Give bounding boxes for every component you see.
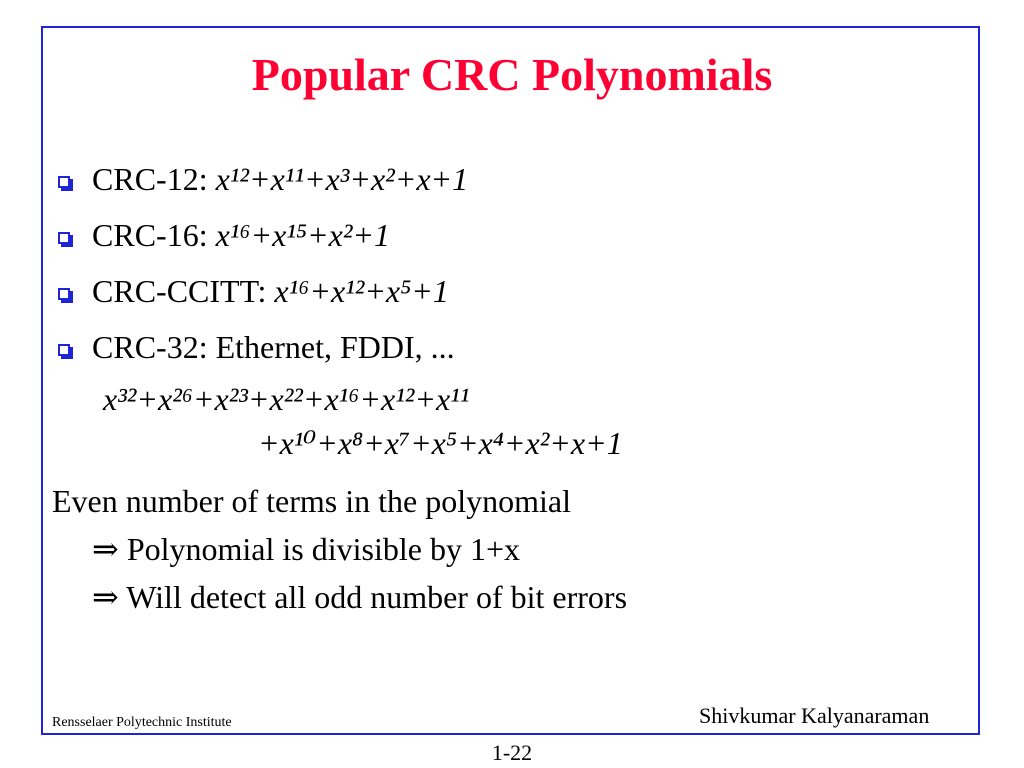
- polynomial: x¹²+x¹¹+x³+x²+x+1: [215, 161, 469, 197]
- crc32-polynomial-line1: x³²+x²⁶+x²³+x²²+x¹⁶+x¹²+x¹¹: [103, 381, 470, 417]
- bullet-square-icon: [58, 288, 70, 300]
- polynomial: x¹⁶+x¹²+x⁵+1: [274, 273, 449, 309]
- bullet-crc12: [92, 163, 468, 195]
- bullet-label: CRC-12:: [92, 161, 216, 197]
- bullet-crc32: [92, 331, 455, 363]
- note-heading: Even number of terms in the polynomial: [52, 483, 571, 519]
- bullet-crc16: [92, 219, 390, 251]
- bullet-label: CRC-CCITT:: [92, 273, 275, 309]
- bullet-crc-ccitt: [92, 275, 449, 307]
- slide-title: Popular CRC Polynomials: [251, 49, 773, 100]
- page-number: 1-22: [491, 740, 533, 765]
- footer-institute: Rensselaer Polytechnic Institute: [52, 715, 232, 730]
- bullet-square-icon: [58, 232, 70, 244]
- polynomial: x¹⁶+x¹⁵+x²+1: [215, 217, 390, 253]
- bullet-label: CRC-16:: [92, 217, 216, 253]
- crc32-polynomial-line2: +x¹⁰+x⁸+x⁷+x⁵+x⁴+x²+x+1: [258, 425, 623, 461]
- bullet-square-icon: [58, 344, 70, 356]
- bullet-square-icon: [58, 176, 70, 188]
- bullet-label: CRC-32: Ethernet, FDDI, ...: [92, 329, 455, 365]
- note-implication-2: ⇒ Will detect all odd number of bit errors: [92, 579, 628, 615]
- footer-author: Shivkumar Kalyanaraman: [699, 703, 930, 728]
- note-implication-1: ⇒ Polynomial is divisible by 1+x: [92, 531, 520, 567]
